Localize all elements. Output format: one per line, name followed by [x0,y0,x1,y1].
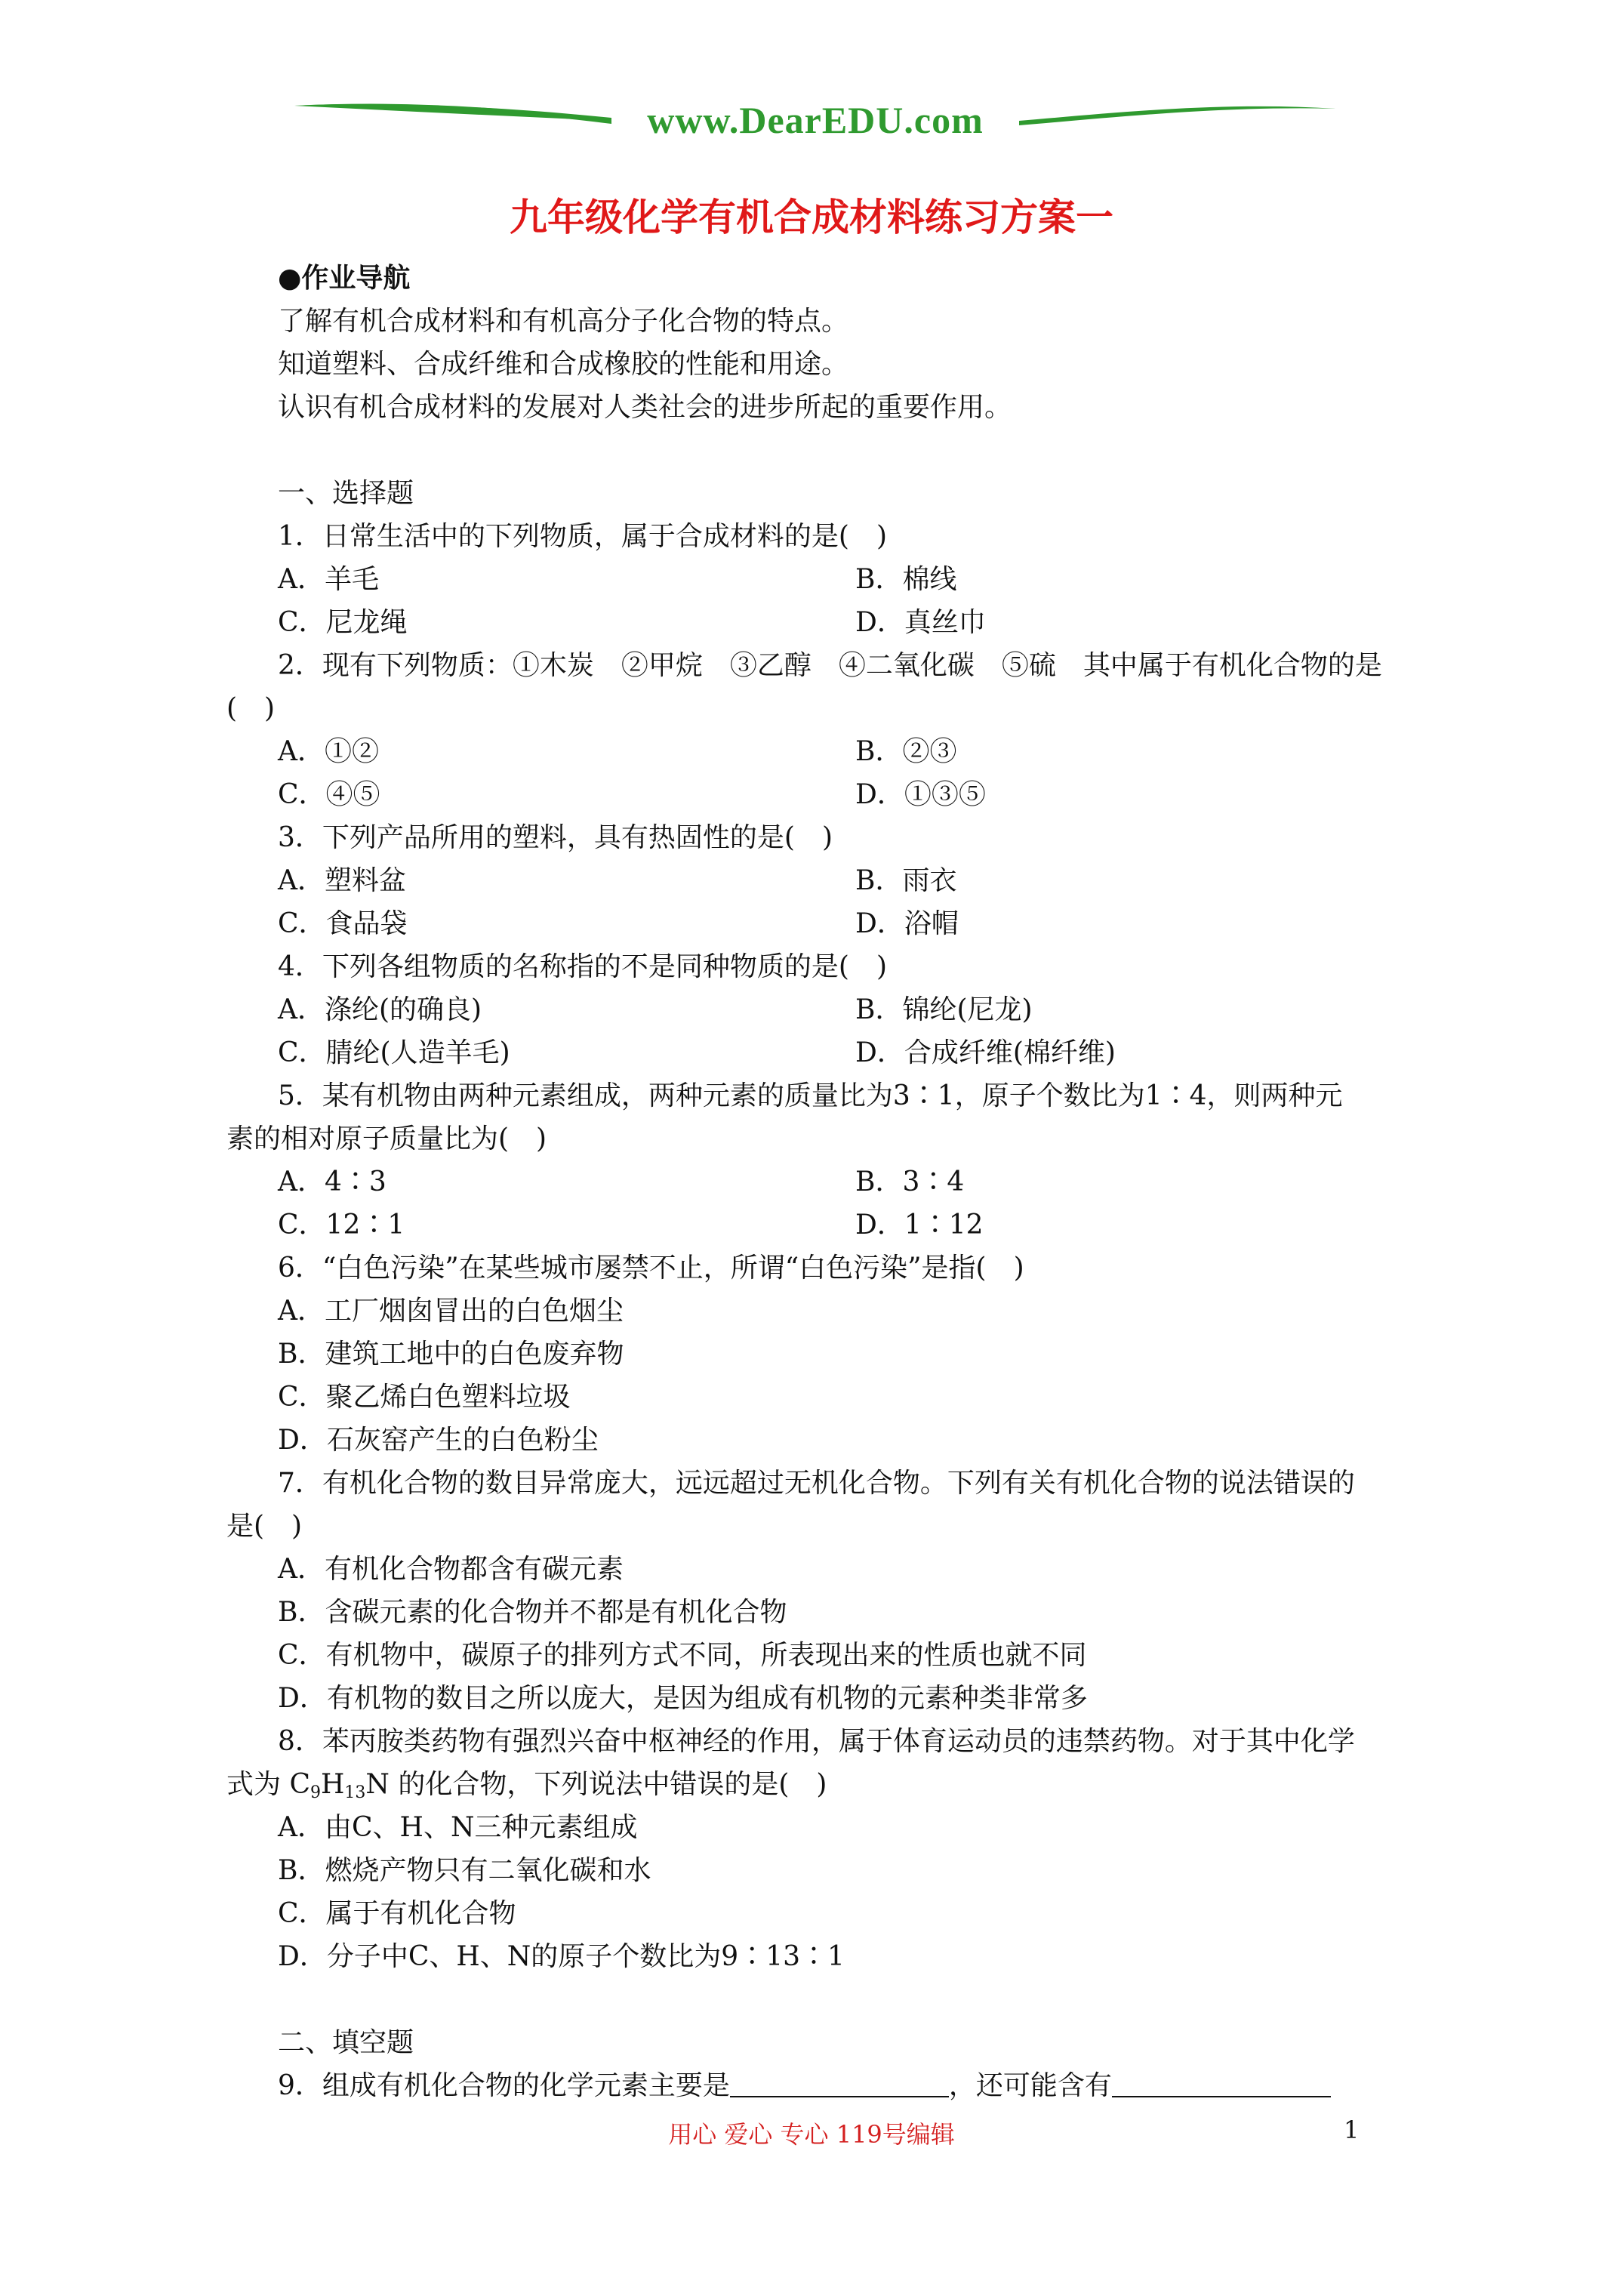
q5-option-d: D．1∶12 [855,1210,984,1240]
q2-option-d: D．①③⑤ [855,779,986,810]
nav-line-1: 了解有机合成材料和有机高分子化合物的特点。 [278,306,849,337]
q2-stem-1: 2．现有下列物质：①木炭 ②甲烷 ③乙醇 ④二氧化碳 ⑤硫 其中属于有机化合物的是 [278,650,1382,681]
q8-option-b: B．燃烧产物只有二氧化碳和水 [278,1855,651,1886]
q4-option-b: B．锦纶(尼龙) [855,994,1033,1025]
q8-stem-2-pre: 式为 C [226,1769,310,1800]
q5-option-b: B．3∶4 [855,1166,965,1197]
q4-option-c: C．腈纶(人造羊毛) [278,1037,510,1068]
q1-option-a: A．羊毛 [278,564,379,595]
q4-option-d: D．合成纤维(棉纤维) [855,1037,1116,1068]
page-title: 九年级化学有机合成材料练习方案一 [510,195,1113,239]
q8-sub-13: 13 [344,1783,366,1802]
q7-stem-1: 7．有机化合物的数目异常庞大，远远超过无机化合物。下列有关有机化合物的说法错误的 [278,1468,1355,1499]
q9-blank-2[interactable] [1112,2066,1331,2097]
q1-options-cd [226,601,1413,644]
page-footer: 用心 爱心 专心 119号编辑 [668,2120,955,2149]
q4-options-cd [226,1031,1413,1074]
q8-stem-2 [226,1763,1413,1806]
q2-options-ab [226,730,1413,773]
q4-option-a: A．涤纶(的确良) [278,994,482,1025]
q8-sub-9: 9 [310,1783,321,1802]
q7-stem-2: 是( ) [226,1511,303,1542]
q7-option-c: C．有机物中，碳原子的排列方式不同，所表现出来的性质也就不同 [278,1640,1087,1671]
section2-heading: 二、填空题 [278,2027,414,2058]
q6-stem: 6．“白色污染”在某些城市屡禁不止，所谓“白色污染”是指( ) [278,1253,1024,1284]
q5-options-cd [226,1203,1413,1247]
q9-line [226,2064,1413,2107]
q6-option-d: D．石灰窑产生的白色粉尘 [278,1425,599,1456]
q5-option-c: C．12∶1 [278,1210,405,1240]
nav-heading: ●作业导航 [278,262,411,294]
q9-blank-1[interactable] [730,2066,949,2097]
q3-option-b: B．雨衣 [855,865,957,896]
q7-option-b: B．含碳元素的化合物并不都是有机化合物 [278,1597,787,1628]
q2-options-cd [226,773,1413,816]
q7-option-d: D．有机物的数目之所以庞大，是因为组成有机物的元素种类非常多 [278,1683,1088,1714]
q4-options-ab [226,988,1413,1031]
q9-mid: ，还可能含有 [948,2070,1112,2101]
spacer [226,429,1413,472]
q3-stem: 3．下列产品所用的塑料，具有热固性的是( ) [278,822,833,853]
q1-options-ab [226,558,1413,601]
page-number: 1 [1344,2116,1360,2144]
q2-stem-2: ( ) [226,693,276,724]
q1-option-d: D．真丝巾 [855,607,986,638]
section1-heading: 一、选择题 [278,478,414,509]
q5-options-ab [226,1160,1413,1203]
q4-stem: 4．下列各组物质的名称指的不是同种物质的是( ) [278,951,887,982]
q3-options-ab [226,859,1413,902]
q3-option-a: A．塑料盆 [278,865,406,896]
q8-h: H [321,1769,345,1800]
site-banner [294,91,1336,151]
q1-stem: 1．日常生活中的下列物质，属于合成材料的是( ) [278,521,887,552]
q2-option-b: B．②③ [855,736,957,767]
q1-option-c: C．尼龙绳 [278,607,408,638]
q8-stem-1: 8．苯丙胺类药物有强烈兴奋中枢神经的作用，属于体育运动员的违禁药物。对于其中化学 [278,1726,1355,1757]
q2-option-c: C．④⑤ [278,779,380,810]
q5-stem-2: 素的相对原子质量比为( ) [226,1123,547,1154]
q8-option-c: C．属于有机化合物 [278,1898,516,1929]
q6-option-a: A．工厂烟囱冒出的白色烟尘 [278,1296,624,1327]
nav-line-3: 认识有机合成材料的发展对人类社会的进步所起的重要作用。 [278,392,1012,423]
q5-option-a: A．4∶3 [278,1166,387,1197]
q8-option-a: A．由C、H、N三种元素组成 [278,1812,638,1843]
q5-stem-1: 5．某有机物由两种元素组成，两种元素的质量比为3∶1，原子个数比为1∶4，则两种元 [278,1080,1343,1111]
document-body [226,257,1413,2107]
nav-line-2: 知道塑料、合成纤维和合成橡胶的性能和用途。 [278,349,849,380]
q1-option-b: B．棉线 [855,564,957,595]
q3-option-c: C．食品袋 [278,908,408,939]
q3-options-cd [226,902,1413,945]
q6-option-c: C．聚乙烯白色塑料垃圾 [278,1382,571,1413]
q8-option-d: D．分子中C、H、N的原子个数比为9∶13∶1 [278,1941,845,1972]
q8-stem-2-post: N 的化合物，下列说法中错误的是( ) [365,1769,827,1800]
q6-option-b: B．建筑工地中的白色废弃物 [278,1339,624,1370]
q3-option-d: D．浴帽 [855,908,959,939]
q9-pre: 9．组成有机化合物的化学元素主要是 [278,2070,730,2101]
spacer [226,1978,1413,2021]
site-logo[interactable]: www.DearEDU.com [647,99,984,141]
q7-option-a: A．有机化合物都含有碳元素 [278,1554,624,1585]
q2-option-a: A．①② [278,736,379,767]
